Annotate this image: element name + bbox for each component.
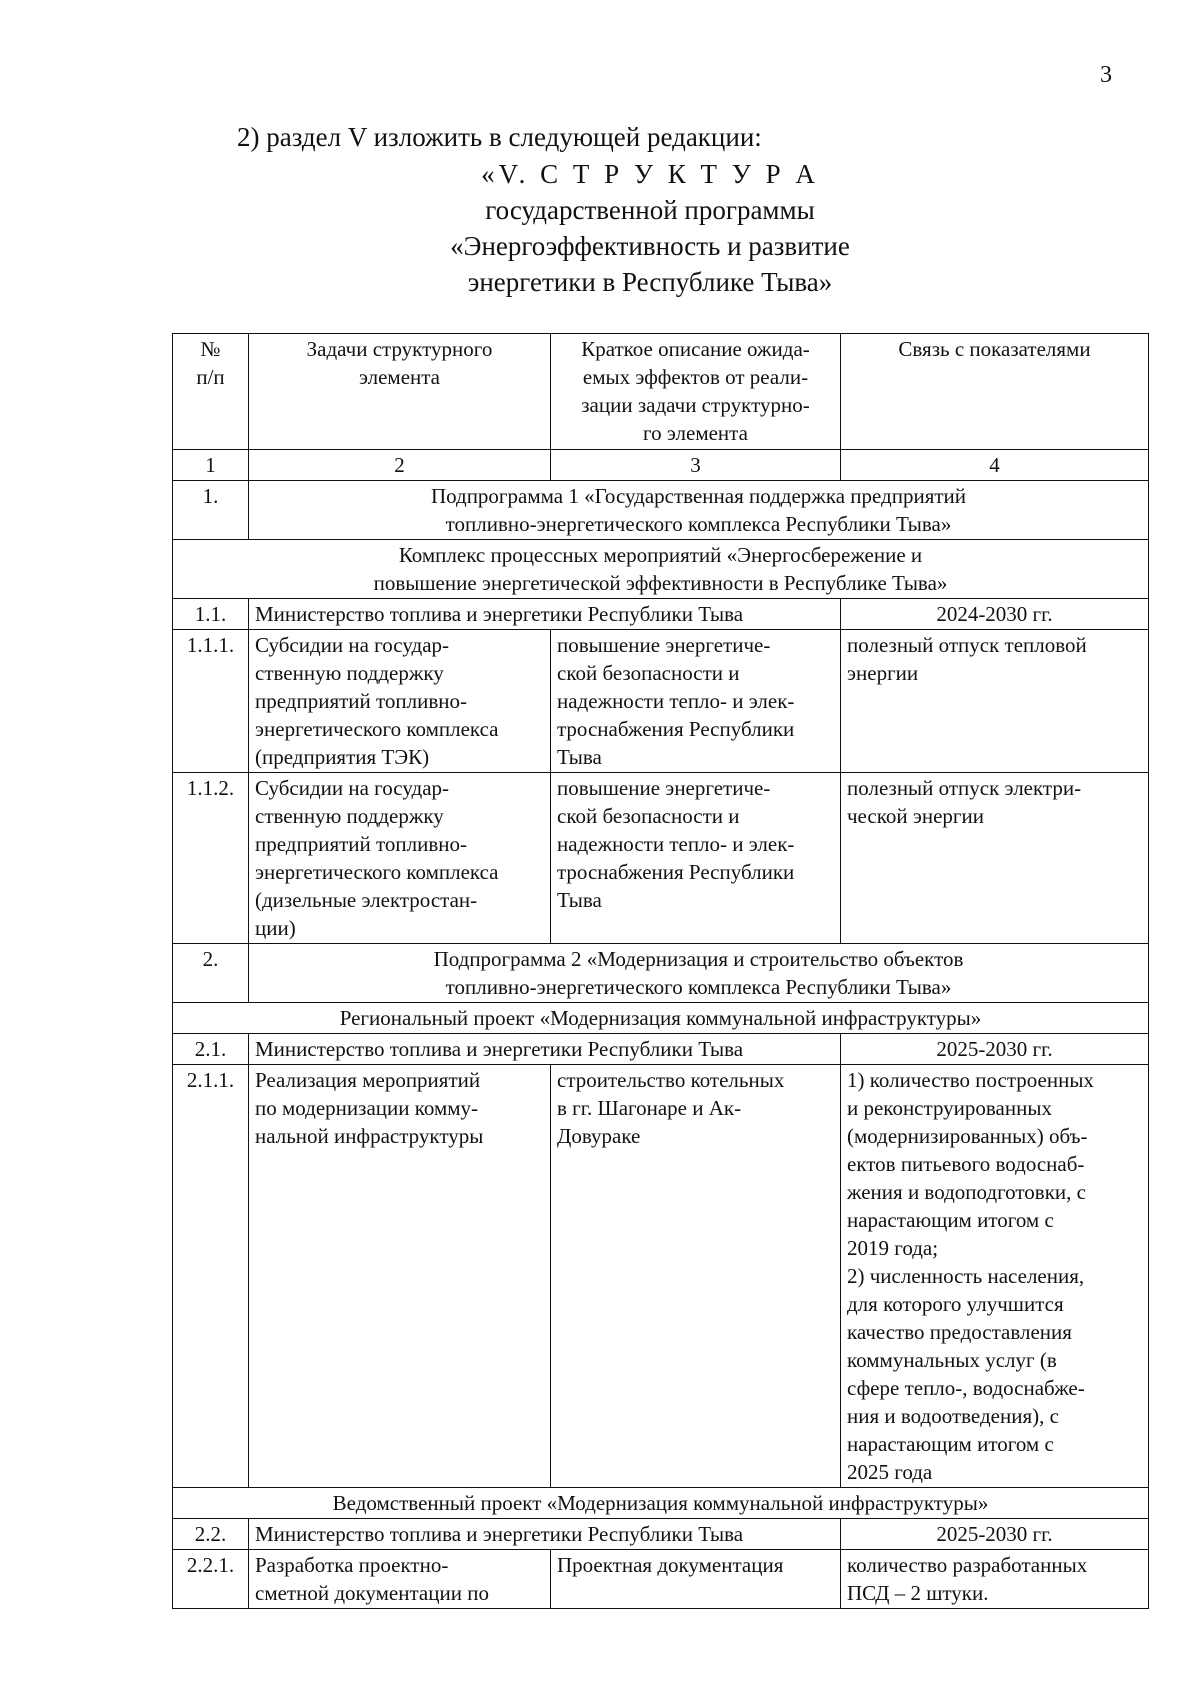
header-line: Связь с показателями [898,337,1091,361]
task-line: Субсидии на государ- [255,776,450,800]
indicator-line: полезный отпуск электри- [847,776,1082,800]
subprogram-row [173,481,1149,540]
row-number: 2.1.1. [173,1065,249,1488]
task-line: ции) [255,916,296,940]
task-line: сметной документации по [255,1581,489,1605]
column-number: 2 [249,450,551,481]
intro-text: 2) раздел V изложить в следующей редакции: [237,122,762,152]
regional-project-title: Региональный проект «Модернизация коммунальной инфраструктуры» [173,1003,1149,1034]
indicator-line: сфере тепло-, водоснабже- [847,1376,1085,1400]
subprogram-row [173,944,1149,1003]
title-line: повышение энергетической эффективности в Республике Тыва» [373,571,948,595]
column-number-row [173,450,1149,481]
section-title [400,156,900,300]
indicator-cell [841,773,1149,944]
title-line: «Энергоэффективность и развитие [450,231,850,261]
row-number: 1. [173,481,249,540]
header-cell-tasks [249,334,551,450]
effect-line: строительство котельных [557,1068,785,1092]
subprogram-title [249,944,1149,1003]
row-number: 1.1.1. [173,630,249,773]
header-line: п/п [196,365,225,389]
task-line: Субсидии на государ- [255,633,450,657]
effect-line: троснабжения Республики [557,860,795,884]
header-line: элемента [358,365,441,389]
task-line: ственную поддержку [255,804,444,828]
effect-line: надежности тепло- и элек- [557,832,795,856]
indicator-line: ПСД – 2 штуки. [847,1581,989,1605]
indicator-line: коммунальных услуг (в [847,1348,1057,1372]
row-number: 2. [173,944,249,1003]
period: 2024-2030 гг. [841,599,1149,630]
effect-line: троснабжения Республики [557,717,795,741]
indicator-line: нарастающим итогом с [847,1432,1054,1456]
row-number: 2.2. [173,1519,249,1550]
title-line: топливно-энергетического комплекса Республики Тыва» [445,512,952,536]
indicator-cell [841,1550,1149,1609]
effect-cell [551,1065,841,1488]
task-line: Разработка проектно- [255,1553,449,1577]
indicator-line: нарастающим итогом с [847,1208,1054,1232]
title-line: государственной программы [485,195,815,225]
effect-line: повышение энергетиче- [557,776,771,800]
row-number: 1.1. [173,599,249,630]
task-line: ственную поддержку [255,661,444,685]
indicator-line: и реконструированных [847,1096,1052,1120]
title-line: энергетики в Республике Тыва» [467,267,833,297]
complex-title [173,540,1149,599]
header-cell-number [173,334,249,450]
indicator-line: ческой энергии [847,804,985,828]
header-cell-effects [551,334,841,450]
task-cell [249,630,551,773]
row-number: 2.2.1. [173,1550,249,1609]
column-number: 1 [173,450,249,481]
project-row [173,1003,1149,1034]
task-line: нальной инфраструктуры [255,1124,484,1148]
effect-line: Довураке [557,1124,641,1148]
effect-line: надежности тепло- и элек- [557,689,795,713]
period: 2025-2030 гг. [841,1034,1149,1065]
project-row [173,1488,1149,1519]
effect-line: ской безопасности и [557,804,740,828]
task-line: предприятий топливно- [255,689,468,713]
ministry-row [173,1519,1149,1550]
task-line: (дизельные электростан- [255,888,478,912]
responsible-ministry: Министерство топлива и энергетики Республики Тыва [249,1034,841,1065]
task-line: Реализация мероприятий [255,1068,481,1092]
row-number: 1.1.2. [173,773,249,944]
indicator-line: (модернизированных) объ- [847,1124,1088,1148]
responsible-ministry: Министерство топлива и энергетики Республики Тыва [249,1519,841,1550]
row-number: 2.1. [173,1034,249,1065]
task-line: энергетического комплекса [255,717,499,741]
header-line: го элемента [643,421,748,445]
effect-line: повышение энергетиче- [557,633,771,657]
effect-cell [551,630,841,773]
header-line: Краткое описание ожида- [581,337,810,361]
header-cell-links [841,334,1149,450]
indicator-line: ектов питьевого водоснаб- [847,1152,1085,1176]
indicator-line: количество разработанных [847,1553,1088,1577]
title-line: Комплекс процессных мероприятий «Энергосбережение и [398,543,923,567]
indicator-line: полезный отпуск тепловой [847,633,1087,657]
indicator-line: энергии [847,661,919,685]
indicator-line: для которого улучшится [847,1292,1064,1316]
indicator-line: 2019 года; [847,1236,939,1260]
header-row [173,334,1149,450]
indicator-line: ния и водоотведения), с [847,1404,1059,1428]
effect-line: Тыва [557,745,602,769]
header-line: емых эффектов от реали- [582,365,809,389]
indicator-cell [841,630,1149,773]
indicator-line: 2) численность населения, [847,1264,1085,1288]
indicator-line: качество предоставления [847,1320,1072,1344]
effect-line: Проектная документация [557,1553,784,1577]
effect-line: в гг. Шагонаре и Ак- [557,1096,742,1120]
departmental-project-title: Ведомственный проект «Модернизация коммунальной инфраструктуры» [173,1488,1149,1519]
title-line: «V. С Т Р У К Т У Р А [481,159,819,189]
title-line: Подпрограмма 2 «Модернизация и строительство объектов [433,947,964,971]
period: 2025-2030 гг. [841,1519,1149,1550]
effect-cell [551,773,841,944]
structure-table [172,333,1149,1609]
ministry-row [173,599,1149,630]
task-line: предприятий топливно- [255,832,468,856]
table-row [173,1065,1149,1488]
title-line: Подпрограмма 1 «Государственная поддержка предприятий [430,484,967,508]
responsible-ministry: Министерство топлива и энергетики Республики Тыва [249,599,841,630]
page-number: 3 [1100,62,1112,88]
column-number: 4 [841,450,1149,481]
column-number: 3 [551,450,841,481]
header-line: зации задачи структурно- [581,393,810,417]
indicator-line: 2025 года [847,1460,933,1484]
effect-cell [551,1550,841,1609]
complex-row [173,540,1149,599]
task-cell [249,1550,551,1609]
subprogram-title [249,481,1149,540]
indicator-line: 1) количество построенных [847,1068,1094,1092]
effect-line: Тыва [557,888,602,912]
indicator-line: жения и водоподготовки, с [847,1180,1086,1204]
header-line: Задачи структурного [306,337,493,361]
table-row [173,773,1149,944]
task-line: (предприятия ТЭК) [255,745,430,769]
table-row [173,630,1149,773]
title-line: топливно-энергетического комплекса Республики Тыва» [445,975,952,999]
indicator-cell [841,1065,1149,1488]
table-row [173,1550,1149,1609]
effect-line: ской безопасности и [557,661,740,685]
header-line: № [200,337,221,361]
task-line: энергетического комплекса [255,860,499,884]
task-line: по модернизации комму- [255,1096,479,1120]
task-cell [249,773,551,944]
ministry-row [173,1034,1149,1065]
task-cell [249,1065,551,1488]
